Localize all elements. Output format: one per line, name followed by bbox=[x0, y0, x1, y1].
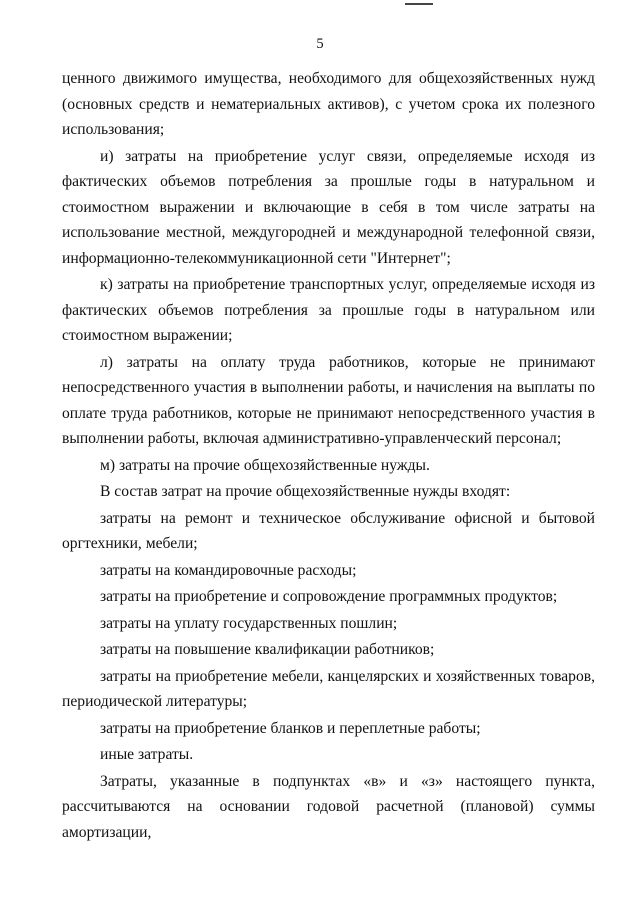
list-item-furniture: затраты на приобретение мебели, канцелярских и хозяйственных товаров, периодической литературы; bbox=[62, 667, 595, 710]
paragraph-item-l: л) затраты на оплату труда работников, которые не принимают непосредственного участия в выполнении работы, и начисления на выплаты по оплате труда работников, которые не принимают непосредственного участия в выполнении работы, включая административно-управленческий персонал; bbox=[62, 353, 595, 447]
scan-artifact-line bbox=[405, 3, 433, 5]
list-item-travel: затраты на командировочные расходы; bbox=[100, 561, 357, 579]
page-number: 5 bbox=[316, 36, 324, 52]
list-item-training: затраты на повышение квалификации работников; bbox=[100, 641, 435, 658]
paragraph-item-k: к) затраты на приобретение транспортных услуг, определяемые исходя из фактических объемов потребления за прошлые годы в натуральном или стоимостном выражении; bbox=[62, 276, 595, 344]
list-item-forms: затраты на приобретение бланков и переплетные работы; bbox=[100, 719, 481, 737]
paragraph-item-i: и) затраты на приобретение услуг связи, определяемые исходя из фактических объемов потребления за прошлые годы в натуральном и стоимостном выражении и включающие в себя в том числе затраты на использование местной, междугородней и международной телефонной связи, информационно-телекоммуникационной сети "Интернет"; bbox=[62, 147, 595, 267]
list-item-duties: затраты на уплату государственных пошлин; bbox=[100, 614, 398, 632]
paragraph-amortization: Затраты, указанные в подпунктах «в» и «з» настоящего пункта, рассчитываются на основании годовой расчетной (плановой) суммы амортизации, bbox=[62, 772, 595, 841]
list-item-repair: затраты на ремонт и техническое обслуживание офисной и бытовой оргтехники, мебели; bbox=[62, 509, 595, 552]
list-item-software: затраты на приобретение и сопровождение программных продуктов; bbox=[100, 588, 558, 605]
paragraph-item-m: м) затраты на прочие общехозяйственные нужды. bbox=[100, 456, 430, 474]
paragraph-continuation: ценного движимого имущества, необходимого для общехозяйственных нужд (основных средств и нематериальных активов), с учетом срока их полезного использования; bbox=[62, 70, 595, 138]
document-body bbox=[62, 66, 595, 845]
list-item-other: иные затраты. bbox=[100, 746, 194, 763]
paragraph-list-intro: В состав затрат на прочие общехозяйственные нужды входят: bbox=[100, 483, 511, 500]
